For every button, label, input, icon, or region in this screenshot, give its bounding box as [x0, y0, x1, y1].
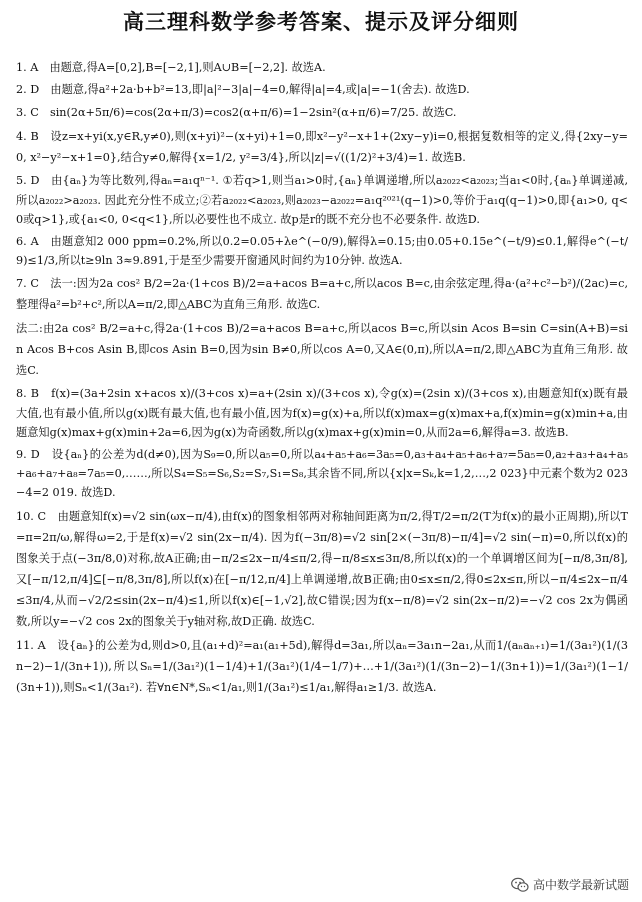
answer-8: 8. B f(x)=(3a+2sin x+acos x)/(3+cos x)=a+(2sin x)/(3+cos x),令g(x)=(2sin x)/(3+cos x),由题意知f(x)既有最大值,也有最小值,所以g(x)既有最大值,也有最小值,因为f(x)=g(x)+a,所以f(x)max=g(x)max+a,f(x)min=g(x)min+a,由题意知g(x)max+g(x)min+2a=6,因为g(x)为奇函数,所以g(x)max+g(x)min=0,从而2a=6,解得a=3. 故选B.	[16, 387, 628, 439]
answer-4: 4. B 设z=x+yi(x,y∈R,y≠0),则(x+yi)²−(x+yi)+1=0,即x²−y²−x+1+(2xy−y)i=0,根据复数相等的定义,得{2xy−y=0, x²−y²−x+1=0},结合y≠0,解得{x=1/2, y²=3/4},所以|z|=√((1/2)²+3/4)=1. 故选B.	[16, 130, 628, 165]
answer-1: 1. A 由题意,得A=[0,2],B=[−2,1],则A∪B=[−2,2]. 故选A.	[16, 61, 326, 74]
answer-9: 9. D 设{aₙ}的公差为d(d≠0),因为S₉=0,所以a₅=0,所以a₄+a₅+a₆=3a₅=0,a₃+a₄+a₅+a₆+a₇=5a₅=0,a₂+a₃+a₄+a₅+a₆+a₇+a₈=7a₅=0,……,所以S₄=S₅=S₆,S₂=S₇,S₁=S₈,其余皆不同,所以{x|x=Sₖ,k=1,2,…,2 023}中元素个数为2 023−4=2 019. 故选D.	[16, 448, 628, 500]
answer-6: 6. A 由题意知2 000 ppm=0.2%,所以0.2=0.05+λe^(−0/9),解得λ=0.15;由0.05+0.15e^(−t/9)≤0.1,解得e^(−t/9)≤1/3,所以t≥9ln 3≈9.891,于是至少需要开窗通风时间约为10分钟. 故选A.	[16, 235, 628, 268]
answer-3: 3. C sin(2α+5π/6)=cos(2α+π/3)=cos2(α+π/6)=1−2sin²(α+π/6)=7/25. 故选C.	[16, 106, 457, 120]
watermark	[508, 875, 632, 894]
wechat-icon	[511, 877, 529, 893]
answer-list	[16, 58, 628, 701]
answer-5: 5. D 由{aₙ}为等比数列,得aₙ=a₁qⁿ⁻¹. ①若q>1,则当a₁>0时,{aₙ}单调递增,所以a₂₀₂₂<a₂₀₂₃;当a₁<0时,{aₙ}单调递减,所以a₂₀₂₂>a₂₀₂₃. 因此充分性不成立;②若a₂₀₂₂<a₂₀₂₃,则a₂₀₂₃−a₂₀₂₂=a₁q²⁰²¹(q−1)>0,等价于a₁q(q−1)>0,即{a₁>0, q<0或q>1},或{a₁<0, 0<q<1},所以必要性也不成立. 故p是r的既不充分也不必要条件. 故选D.	[16, 174, 628, 226]
answer-11: 11. A 设{aₙ}的公差为d,则d>0,且(a₁+d)²=a₁(a₁+5d),解得d=3a₁,所以aₙ=3a₁n−2a₁,从而1/(aₙaₙ₊₁)=1/(3a₁²)(1/(3n−2)−1/(3n+1)),所以Sₙ=1/(3a₁²)(1−1/4)+1/(3a₁²)(1/4−1/7)+…+1/(3a₁²)(1/(3n−2)−1/(3n+1))=1/(3a₁²)(1−1/(3n+1)),则Sₙ<1/(3a₁²). 若∀n∈N*,Sₙ<1/a₁,则1/(3a₁²)≤1/a₁,解得a₁≥1/3. 故选A.	[16, 638, 628, 694]
page-title: 高三理科数学参考答案、提示及评分细则	[123, 10, 519, 34]
answer-7-method-1: 7. C 法一:因为2a cos² B/2=2a·(1+cos B)/2=a+acos B=a+c,所以acos B=c,由余弦定理,得a·(a²+c²−b²)/(2ac)=c,整理得a²=b²+c²,所以A=π/2,即△ABC为直角三角形. 故选C.	[16, 277, 628, 312]
answer-10: 10. C 由题意知f(x)=√2 sin(ωx−π/4),由f(x)的图象相邻两对称轴间距离为π/2,得T/2=π/2(T为f(x)的最小正周期),所以T=π=2π/ω,解得ω=2,于是f(x)=√2 sin(2x−π/4). 因为f(−3π/8)=√2 sin[2×(−3π/8)−π/4]=√2 sin(−π)=0,所以f(x)的图象关于点(−3π/8,0)对称,故A正确;由−π/2≤2x−π/4≤π/2,得−π/8≤x≤3π/8,所以f(x)的一个单调增区间为[−π/8,3π/8],又[−π/12,π/4]⊆[−π/8,3π/8],所以f(x)在[−π/12,π/4]上单调递增,故B正确;由0≤x≤π/2,得0≤2x≤π,所以−π/4≤2x−π/4≤3π/4,从而−√2/2≤sin(2x−π/4)≤1,所以f(x)∈[−1,√2],故C错误;因为f(x−π/8)=√2 sin(2x−π/2)=−√2 cos 2x为偶函数,所以y=−√2 cos 2x的图象关于y轴对称,故D正确. 故选C.	[16, 509, 628, 628]
answer-7-method-2: 法二:由2a cos² B/2=a+c,得2a·(1+cos B)/2=a+acos B=a+c,所以acos B=c,所以sin Acos B=sin C=sin(A+B)=sin Acos B+cos Asin B,即cos Asin B=0,因为sin B≠0,所以cos A=0,又A∈(0,π),所以A=π/2,即△ABC为直角三角形. 故选C.	[16, 322, 628, 378]
watermark-text: 高中数学最新试题	[532, 878, 629, 892]
answer-2: 2. D 由题意,得a²+2a·b+b²=13,即|a|²−3|a|−4=0,解得|a|=4,或|a|=−1(舍去). 故选D.	[16, 83, 470, 97]
